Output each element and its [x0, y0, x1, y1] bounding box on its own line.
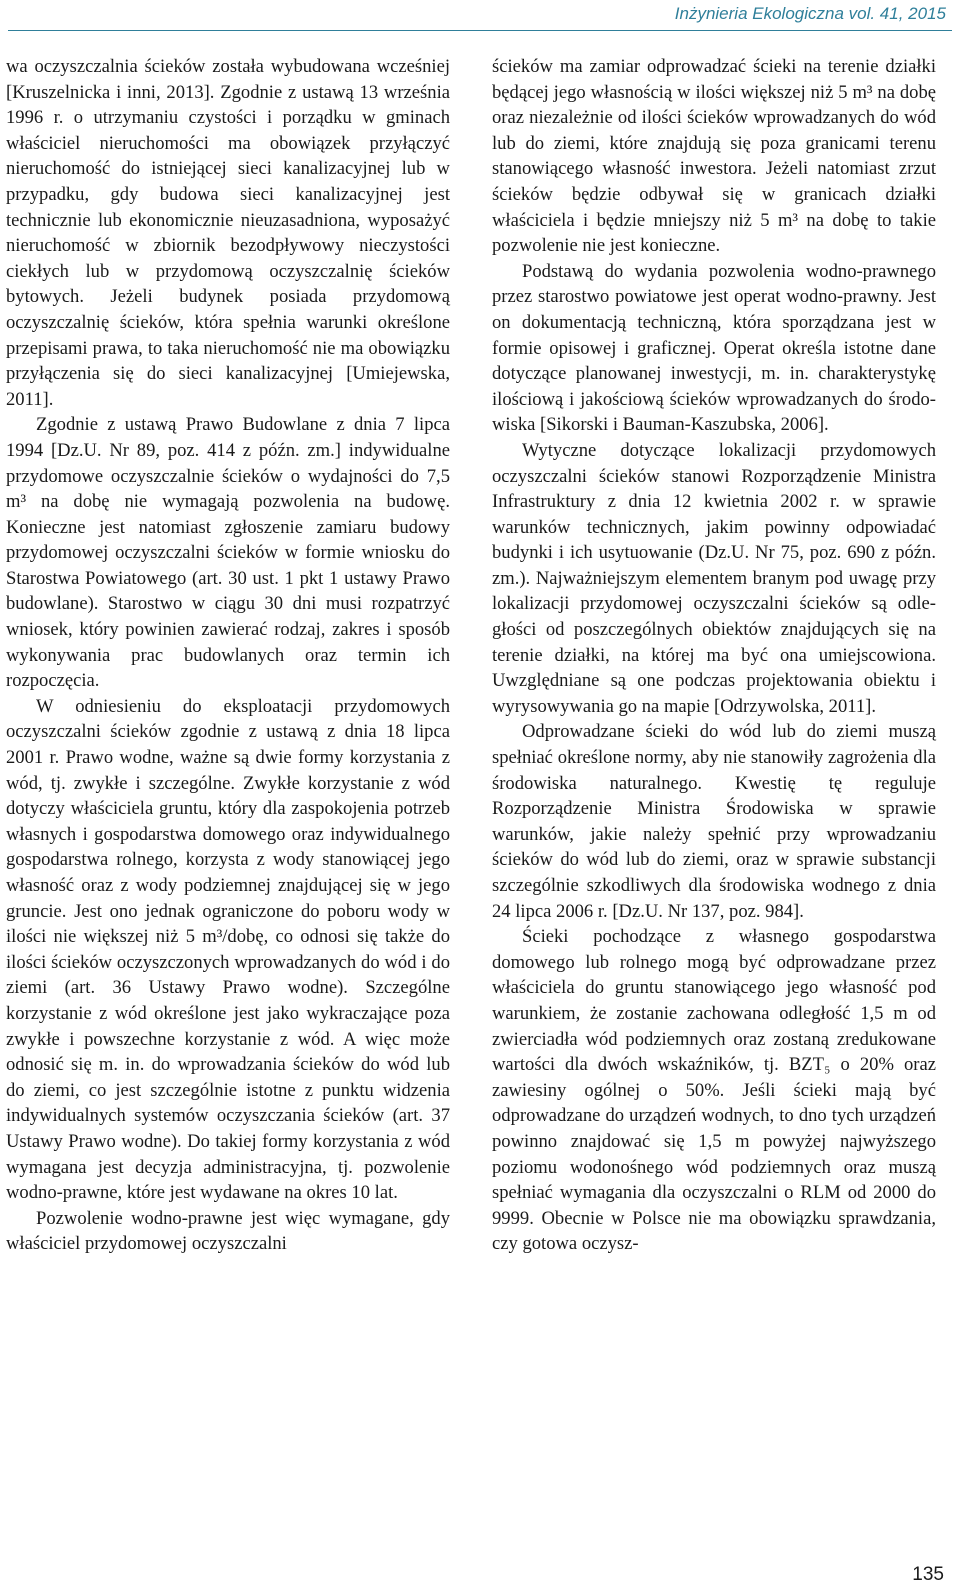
paragraph: ścieków ma zamiar odprowadzać ścieki na terenie działki będącej jego własnością w ilości większej niż 5 m³ na dobę oraz niezależnie od ilości ścieków wprowadzanych do wód lub do ziemi, które znajdują się poza granicami terenu stanowiącego własność inwestora. Jeżeli natomiast zrzut ścieków będzie odbywał się w granicach działki właściciela i będzie mniejszy niż 5 m³ na dobę to takie pozwolenie nie jest konieczne. — [492, 56, 936, 257]
paragraph: Pozwolenie wodno-prawne jest więc wymagane, gdy właściciel przydomowej oczyszczalni — [6, 1207, 450, 1255]
paragraph: Zgodnie z ustawą Prawo Budowlane z dnia 7 lipca 1994 [Dz.U. Nr 89, poz. 414 z późn. zm.] indywidualne przydomowe oczyszczalnie ścieków o wydajności do 7,5 m³ na dobę nie wymagają pozwolenia na budowę. Konieczne jest natomiast zgłoszenie zamiaru budowy przydomowej oczyszczalni ścieków w formie wniosku do Starostwa Powiatowego (art. 30 ust. 1 pkt 1 ustawy Prawo budowlane). Starostwo w ciągu 30 dni musi rozpatrzyć wniosek, który powinien zawierać rodzaj, zakres i sposób wykonywania prac budowlanych oraz termin ich rozpoczęcia. — [6, 414, 450, 692]
paragraph: W odniesieniu do eksploatacji przydomowych oczyszczalni ścieków zgodnie z ustawą z dnia 18 lipca 2001 r. Prawo wodne, ważne są dwie formy korzystania z wód, tj. zwykłe i szczególne. Zwykłe korzystanie z wód dotyczy właściciela gruntu, który dla zaspokojenia potrzeb własnych i gospodarstwa domowego oraz indywidualnego gospodarstwa rolnego, korzysta z wody stanowiącej jego własność oraz z wody podziemnej znajdującej się w jego gruncie. Jest ono jednak ograniczone do poboru wody w ilości nie większej niż 5 m³/dobę, co odnosi się także do ilości ścieków oczyszczonych wprowadzanych do wód i do ziemi (art. 36 Ustawy Prawo wodne). Szczególne korzystanie z wód określone jest jako wykraczające poza zwykłe i powszechne korzystanie z wód. A więc może odnosić się m. in. do wprowadzania ścieków do wód lub do ziemi, co jest szczególnie istotne z punktu widzenia indywidualnych systemów oczyszczania ścieków (art. 37 Ustawy Prawo wodne). Do takiej formy korzystania z wód wymagana jest decyzja administracyjna, tj. pozwolenie wodno-prawne, które jest wydawane na okres 10 lat. — [6, 695, 450, 1204]
left-column — [6, 54, 450, 1257]
page-number: 135 — [912, 1564, 944, 1585]
journal-header: Inżynieria Ekologiczna vol. 41, 2015 — [674, 4, 946, 23]
paragraph: Wytyczne dotyczące lokalizacji przydomowych oczyszczalni ścieków stanowi Rozporządzenie Ministra Infrastruktury z dnia 12 kwietnia 2002 r. w sprawie warunków technicznych, jakim powinny odpowiadać budynki i ich usytuowanie (Dz.U. Nr 75, poz. 690 z późn. zm.). Najważniejszym elementem branym pod uwagę przy lokalizacji przydomowej oczyszczalni ścieków są odległości od poszczególnych obiektów znajdujących się na terenie działki, na której ma być ona umiejscowiona. Uwzględniane są one podczas projektowania obiektu i wyrysowywania go na mapie [Odrzywolska, 2011]. — [492, 439, 936, 717]
paragraph: wa oczyszczalnia ścieków została wybudowana wcześniej [Kruszelnicka i inni, 2013]. Zgodnie z ustawą 13 września 1996 r. o utrzymaniu czystości i porządku w gminach właściciel nieruchomości ma obowiązek przyłączyć nieruchomość do istniejącej sieci kanalizacyjnej lub w przypadku, gdy budowa sieci kanalizacyjnej jest technicznie lub ekonomicznie nieuzasadniona, wyposażyć nieruchomość w zbiornik bezodpływowy nieczystości ciekłych lub w przydomową oczyszczalnię ścieków bytowych. Jeżeli budynek posiada przydomową oczyszczalnię ścieków, która spełnia warunki określone przepisami prawa, to taka nieruchomość nie ma obowiązku przyłączenia się do sieci kanalizacyjnej [Umiejewska, 2011]. — [6, 56, 450, 410]
paragraph: Podstawą do wydania pozwolenia wodno-prawnego przez starostwo powiatowe jest operat wodno-prawny. Jest on dokumentacją techniczną, która sporządzana jest w formie opisowej i graficznej. Operat określa istotne dane dotyczące planowanej inwestycji, m. in. charakterystykę ilościową i jakościową ścieków wprowadzanych do środowiska [Sikorski i Bauman-Kaszubska, 2006]. — [492, 260, 936, 436]
paragraph: Ścieki pochodzące z własnego gospodarstwa domowego lub rolnego mogą być odprowadzane przez właściciela do gruntu stanowiącego jego własność pod warunkiem, że zostanie zachowana odległość 1,5 m od zwierciadła wód podziemnych oraz zostaną zredukowane wartości dla dwóch wskaźników, tj. BZT₅ o 20% oraz zawiesiny ogólnej o 50%. Jeśli ścieki mają być odprowadzane do urządzeń wodnych, to dno tych urządzeń powinno znajdować się 1,5 m powyżej najwyższego poziomu wodonośnego wód podziemnych oraz muszą spełniać wymagania dla oczyszczalni o RLM od 2000 do 9999. Obecnie w Polsce nie ma obowiązku sprawdzania, czy gotowa oczysz- — [492, 926, 936, 1255]
paragraph: Odprowadzane ścieki do wód lub do ziemi muszą spełniać określone normy, aby nie stanowiły zagrożenia dla środowiska naturalnego. Kwestię tę reguluje Rozporządzenie Ministra Środowiska w sprawie warunków, jakie należy spełnić przy wprowadzaniu ścieków do wód lub do ziemi, oraz w sprawie substancji szczególnie szkodliwych dla środowiska wodnego z dnia 24 lipca 2006 r. [Dz.U. Nr 137, poz. 984]. — [492, 721, 936, 922]
header-rule — [8, 30, 952, 31]
right-column — [492, 54, 936, 1257]
